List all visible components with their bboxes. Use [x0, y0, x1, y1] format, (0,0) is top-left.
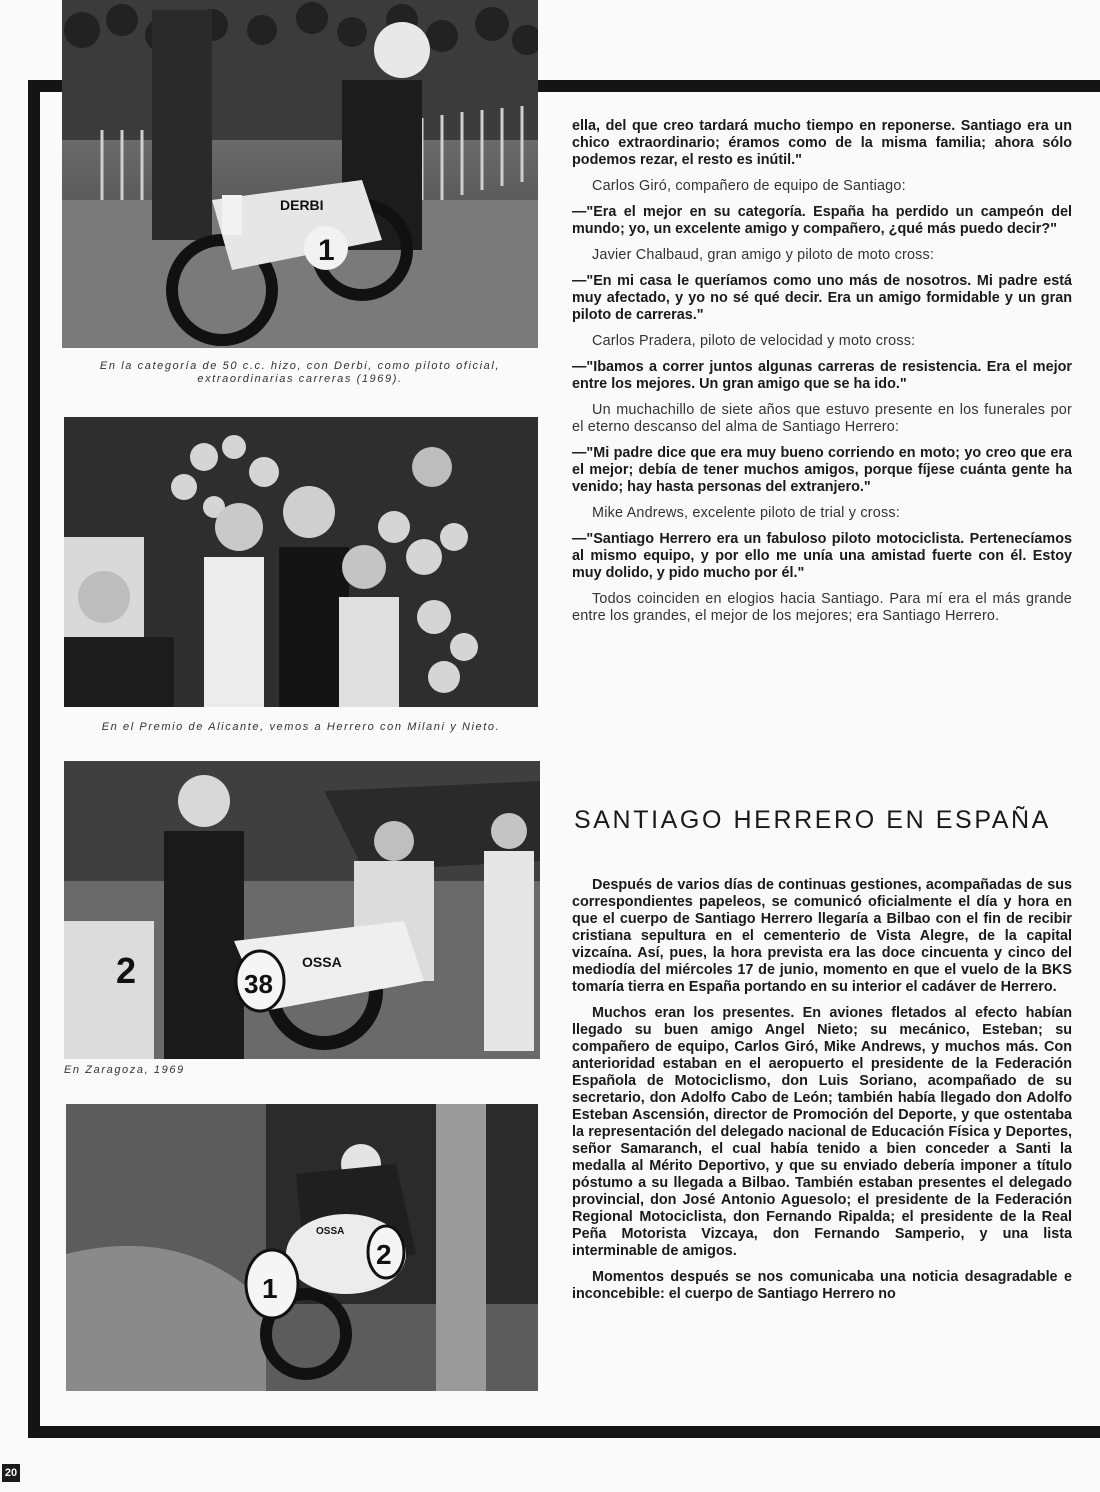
narrative-paragraph: Carlos Pradera, piloto de velocidad y moto cross: [592, 333, 916, 349]
photo-number-38: 38 [244, 969, 273, 999]
photo-racer-cornering [66, 1104, 538, 1391]
narrative-paragraph: Mike Andrews, excelente piloto de trial y cross: [592, 505, 900, 521]
quote-paragraph: —"Ibamos a correr juntos algunas carreras de resistencia. Era el mejor entre los mejores. Un gran amigo que se ha ido." [572, 359, 1072, 392]
photo-zaragoza-ossa [64, 761, 540, 1059]
quote-paragraph: —"En mi casa le queríamos como uno más de nosotros. Mi padre está muy afectado, y yo no sé qué decir. Era un amigo formidable y un gran piloto de carreras." [572, 273, 1072, 323]
photo-derbi-rider [62, 0, 538, 348]
narrative-paragraph: Un muchachillo de siete años que estuvo presente en los funerales por el eterno descanso del alma de Santiago Herrero: [572, 402, 1072, 435]
article-lower-column [572, 877, 1072, 1312]
article-paragraph: Después de varios días de continuas gestiones, acompañadas de sus correspondientes papeleos, se comunicó oficialmente el día y hora en que el cuerpo de Santiago Herrero llegaría a Bilbao con el fin de recibir cristiana sepultura en el cementerio de Vista Alegre, de la capital vizcaína. Así, pues, la hora prevista era las doce cincuenta y cinco del mediodía del miércoles 17 de junio, momento en que el vuelo de la BKS tomaría tierra en España portando en su interior el cadáver de Herrero. [572, 877, 1072, 995]
quote-paragraph: ella, del que creo tardará mucho tiempo en reponerse. Santiago era un chico extraordinario; éramos como de la misma familia; ahora sólo podemos rezar, el resto es inútil." [572, 118, 1072, 168]
photo-brand-ossa-2: OSSA [316, 1226, 345, 1237]
quote-paragraph: —"Mi padre dice que era muy bueno corriendo en moto; yo creo que era el mejor; debía de tener muchos amigos, porque fíjese cuánta gente ha venido; hay hasta personas del extranjero." [572, 445, 1072, 495]
article-paragraph: Momentos después se nos comunicaba una noticia desagradable e inconcebible: el cuerpo de Santiago Herrero no [572, 1269, 1072, 1302]
photo-brand-derbi: DERBI [280, 197, 324, 213]
quote-paragraph: —"Era el mejor en su categoría. España ha perdido un campeón del mundo; yo, un excelente amigo y compañero, ¿qué más puedo decir?" [572, 204, 1072, 237]
photo-number-2-left: 2 [116, 950, 137, 991]
caption-photo-3: En Zaragoza, 1969 [64, 1064, 185, 1076]
photo-number-1-front: 1 [262, 1273, 278, 1304]
article-upper-column [572, 118, 1072, 634]
narrative-paragraph: Javier Chalbaud, gran amigo y piloto de moto cross: [592, 247, 935, 263]
photo-number-2-side: 2 [376, 1239, 392, 1270]
quote-paragraph: —"Santiago Herrero era un fabuloso piloto motociclista. Pertenecíamos al mismo equipo, y por ello me unía una amistad fuerte con él. Estoy muy dolido, y pido mucho por él." [572, 531, 1072, 581]
article-paragraph: Muchos eran los presentes. En aviones fletados al efecto habían llegado su buen amigo Angel Nieto; su mecánico, Esteban; su compañero de equipo, Carlos Giró, Mike Andrews, y muchos más. Con anterioridad estaban en el aeropuerto el presidente de la Federación Española de Motociclismo, don Luis Soriano, acompañado de su secretario, don Adolfo Cabo de León; también había llegado don Adolfo Esteban Ascensión, director de Promoción del Deporte, y que ostentaba la representación del delegado nacional de Educación Física y Deportes, señor Samaranch, el cual había tenido a bien conceder a Santi la medalla al Mérito Deportivo, y que su enviado debería imponer a título póstumo a su llegada a Bilbao. También estaban presentes el delegado provincial, don José Antonio Aguesolo; el presidente de la Federación Regional Motociclista, don Fernando Ripalda; el presidente de la Real Peña Motorista Vizcaya, don Fernando Samperio, y una lista interminable de amigos. [572, 1005, 1072, 1259]
photo-number-1: 1 [318, 234, 335, 267]
page-frame-left [28, 80, 40, 1438]
page-number: 20 [2, 1464, 20, 1482]
page-frame-bottom [28, 1426, 1100, 1438]
photo-brand-ossa: OSSA [302, 954, 342, 970]
caption-photo-2: En el Premio de Alicante, vemos a Herrero con Milani y Nieto. [101, 721, 501, 733]
narrative-paragraph: Todos coinciden en elogios hacia Santiago. Para mí era el más grande entre los grandes, el mejor de los mejores; era Santiago Herrero. [572, 591, 1072, 624]
section-heading: SANTIAGO HERRERO EN ESPAÑA [574, 806, 1051, 834]
caption-photo-1: En la categoría de 50 c.c. hizo, con Derbi, como piloto oficial, extraordinarias carreras (1969). [99, 360, 501, 385]
narrative-paragraph: Carlos Giró, compañero de equipo de Santiago: [592, 178, 906, 194]
photo-alicante-winners [64, 417, 538, 707]
